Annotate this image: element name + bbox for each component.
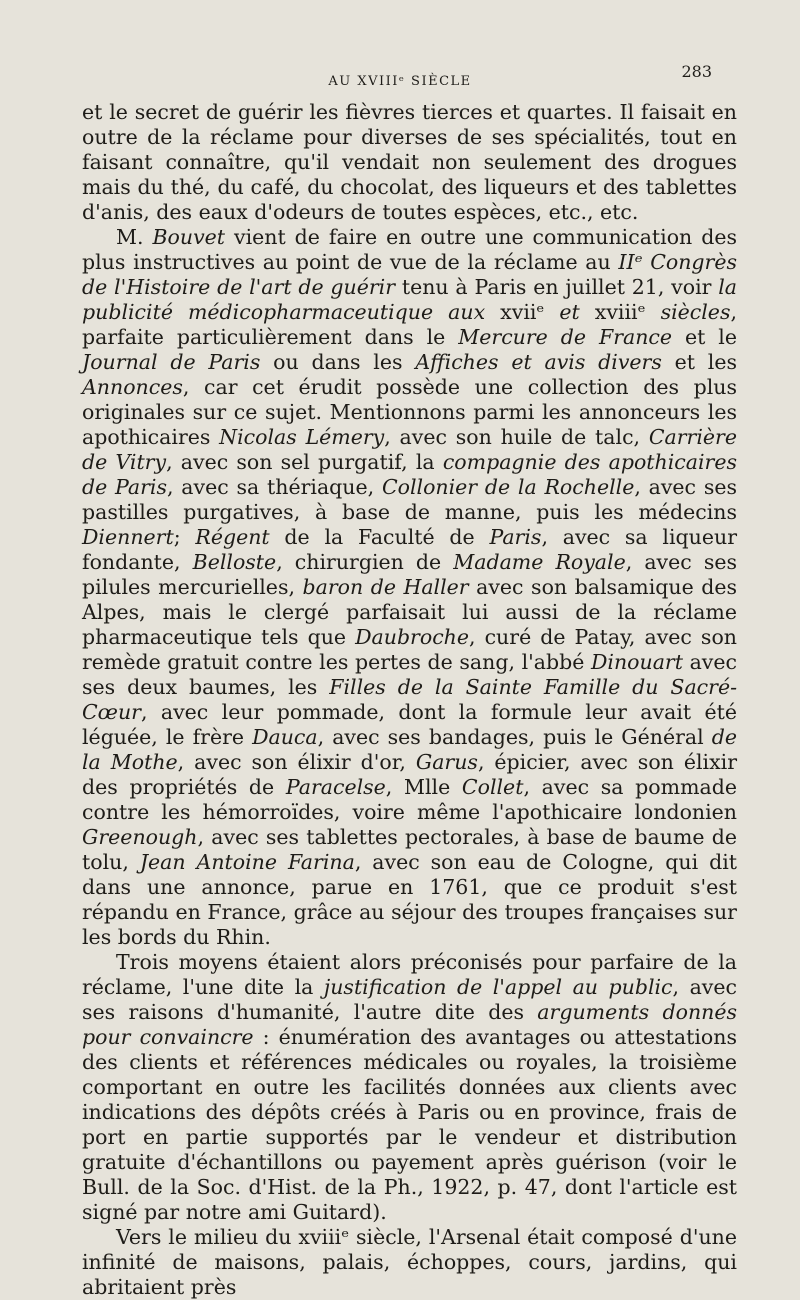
text-run: tenu à Paris en juillet 21, voir bbox=[395, 275, 719, 299]
italic-run: Collet bbox=[461, 775, 524, 799]
text-run: , avec sa thériaque, bbox=[167, 475, 382, 499]
italic-run: Journal de Paris bbox=[82, 350, 261, 374]
italic-run: Dauca bbox=[252, 725, 318, 749]
text-run: Trois moyens étaient alors préconisés pour parfaire de la réclame, l'une dite la bbox=[82, 950, 737, 999]
text-run: , avec sa pommade contre les hémorroïdes, voire même l'apothicaire londonien bbox=[82, 775, 737, 824]
italic-run: Carrière de Vitry bbox=[82, 425, 737, 474]
italic-run: Jean Antoine Farina bbox=[139, 850, 355, 874]
paragraph-4 bbox=[82, 1225, 737, 1300]
italic-run: Paracelse bbox=[285, 775, 386, 799]
text-run: xviiiᵉ bbox=[579, 300, 661, 324]
paragraph-3 bbox=[82, 950, 737, 1225]
text-run: , avec son sel purgatif, la bbox=[166, 450, 443, 474]
italic-run: arguments donnés pour convaincre bbox=[82, 1000, 738, 1049]
text-run: vient de faire en outre une communication des plus instructives au point de vue de la réclame au bbox=[82, 225, 737, 274]
text-run: et le bbox=[672, 325, 737, 349]
running-head: AU XVIIIᵉ SIÈCLE bbox=[328, 74, 472, 89]
text-run: , curé de Patay, avec son remède gratuit contre les pertes de sang, l'abbé bbox=[82, 625, 737, 674]
italic-run: Mercure de France bbox=[458, 325, 673, 349]
italic-run: Affiches et avis divers bbox=[415, 350, 662, 374]
text-run: , avec ses pilules mercurielles, bbox=[82, 550, 737, 599]
italic-run: Régent bbox=[195, 525, 270, 549]
italic-run: Madame Royale bbox=[453, 550, 626, 574]
italic-run: Annonces bbox=[82, 375, 183, 399]
text-run: , parfaite particulièrement dans le bbox=[82, 300, 737, 349]
text-run: , car cet érudit possède une collection des plus originales sur ce sujet. Mentionnons parmi les annonceurs les apothicaires bbox=[82, 375, 737, 449]
text-run: M. bbox=[116, 225, 153, 249]
italic-run: Bouvet bbox=[152, 225, 226, 249]
paragraph-1 bbox=[82, 100, 737, 225]
text-run: de la Faculté de bbox=[269, 525, 490, 549]
italic-run: IIᵉ Congrès de l'Histoire de l'art de guérir bbox=[82, 250, 737, 299]
text-run: , avec ses tablettes pectorales, à base de baume de tolu, bbox=[82, 825, 737, 874]
text-run: avec ses deux baumes, les bbox=[82, 650, 737, 699]
text-run: avec son balsamique des Alpes, mais le clergé parfaisait lui aussi de la réclame pharmaceutique tels que bbox=[82, 575, 737, 649]
italic-run: Diennert bbox=[82, 525, 174, 549]
text-run: , avec ses bandages, puis le Général bbox=[317, 725, 712, 749]
italic-run: siècles bbox=[660, 300, 731, 324]
text-run: et le secret de guérir les fièvres tierces et quartes. Il faisait en outre de la réclame pour diverses de ses spécialités, tout en faisant connaître, qu'il vendait non seulement des drogues mais du thé, du café, du chocolat, des liqueurs et des tablettes d'anis, des eaux d'odeurs de toutes espèces, etc., etc. bbox=[82, 100, 737, 224]
italic-run: de la Mothe bbox=[82, 725, 737, 774]
italic-run: baron de Haller bbox=[302, 575, 469, 599]
italic-run: Garus bbox=[415, 750, 478, 774]
text-run: , avec ses raisons d'humanité, l'autre dite des bbox=[82, 975, 737, 1024]
text-run: , avec son élixir d'or, bbox=[177, 750, 416, 774]
text-run: Vers le milieu du xviiiᵉ siècle, l'Arsenal était composé d'une infinité de maisons, palais, échoppes, cours, jardins, qui abritaient près bbox=[82, 1225, 737, 1299]
italic-run: compagnie des apothicaires de Paris bbox=[82, 450, 737, 499]
italic-run: Greenough bbox=[82, 825, 198, 849]
italic-run: Paris bbox=[489, 525, 542, 549]
italic-run: Filles de la Sainte Famille du Sacré-Cœur bbox=[82, 675, 738, 724]
text-run: xviiᵉ bbox=[485, 300, 560, 324]
text-run: : énumération des avantages ou attestations des clients et références médicales ou royales, la troisième comportant en outre les facilités données aux clients avec indications des dépôts créés à Paris ou en province, frais de port en partie supportés par le vendeur et distribution gratuite d'échantillons ou payement après guérison (voir le Bull. de la Soc. d'Hist. de la Ph., 1922, p. 47, dont l'article est signé par notre ami Guitard). bbox=[82, 1025, 737, 1224]
italic-run: Collonier de la Rochelle bbox=[381, 475, 635, 499]
text-run: et les bbox=[661, 350, 738, 374]
text-run: , épicier, avec son élixir des propriétés de bbox=[82, 750, 738, 799]
italic-run: Belloste bbox=[192, 550, 277, 574]
paragraph-2 bbox=[82, 225, 737, 950]
italic-run: la publicité médicopharmaceutique aux bbox=[82, 275, 738, 324]
body-text bbox=[82, 100, 737, 1300]
text-run: , avec ses pastilles purgatives, à base de manne, puis les médecins bbox=[82, 475, 737, 524]
text-run: , Mlle bbox=[385, 775, 462, 799]
text-run: , avec son eau de Cologne, qui dit dans une annonce, parue en 1761, que ce produit s'est répandu en France, grâce au séjour des troupes françaises sur les bords du Rhin. bbox=[82, 850, 737, 949]
text-run: ; bbox=[173, 525, 196, 549]
text-run: ou dans les bbox=[260, 350, 416, 374]
text-run: , chirurgien de bbox=[276, 550, 454, 574]
page-number: 283 bbox=[681, 62, 712, 81]
italic-run: Daubroche bbox=[355, 625, 470, 649]
text-run: , avec leur pommade, dont la formule leur avait été léguée, le frère bbox=[82, 700, 737, 749]
italic-run: Dinouart bbox=[590, 650, 683, 674]
italic-run: et bbox=[559, 300, 580, 324]
italic-run: justification de l'appel au public bbox=[323, 975, 673, 999]
text-run: , avec sa liqueur fondante, bbox=[82, 525, 737, 574]
text-run: , avec son huile de talc, bbox=[384, 425, 649, 449]
italic-run: Nicolas Lémery bbox=[219, 425, 385, 449]
